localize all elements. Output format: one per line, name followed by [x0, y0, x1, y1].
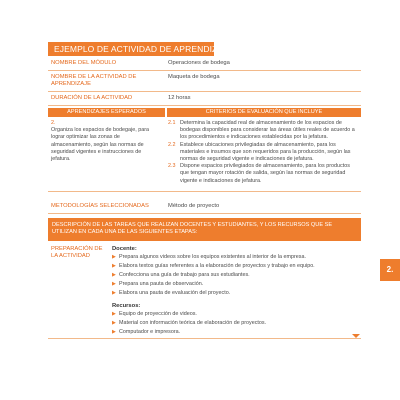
criteria-header-row	[48, 108, 361, 117]
list-item	[112, 262, 361, 271]
bullet-arrow-icon: ▶	[112, 311, 116, 318]
list-item	[112, 310, 361, 319]
list-item	[112, 271, 361, 280]
criterio-number: 2.1	[168, 120, 176, 126]
list-item-text: Computador e impresora.	[119, 329, 181, 336]
bullet-arrow-icon: ▶	[112, 253, 116, 260]
aprendizajes-header: APRENDIZAJES ESPERADOS	[48, 108, 165, 117]
methodology-value: Método de proyecto	[168, 202, 220, 209]
list-item-text: Confecciona una guía de trabajo para sus estudiantes.	[119, 272, 250, 279]
bullet-arrow-icon: ▶	[112, 320, 116, 327]
list-item-text: Prepara algunos videos sobre los equipos existentes al interior de la empresa.	[119, 253, 306, 260]
criterio-item	[168, 142, 358, 164]
bullet-arrow-icon: ▶	[112, 281, 116, 288]
aprendizaje-cell	[48, 117, 165, 188]
list-item-text: Material con información teórica de elaboración de proyectos.	[119, 320, 267, 327]
bullet-arrow-icon: ▶	[112, 290, 116, 297]
criterio-number: 2.2	[168, 141, 176, 148]
info-value: Maqueta de bodega	[168, 74, 220, 80]
list-item	[112, 328, 361, 337]
bullet-arrow-icon: ▶	[112, 272, 116, 279]
footer-divider	[48, 338, 361, 339]
preparation-label: PREPARACIÓN DE LA ACTIVIDAD	[51, 245, 103, 259]
criterio-item	[168, 163, 358, 185]
info-label: NOMBRE DE LA ACTIVIDAD DE APRENDIZAJE	[51, 74, 137, 87]
chapter-badge: 2.	[380, 259, 400, 281]
info-label: NOMBRE DEL MÓDULO	[51, 60, 117, 66]
methodology-label: METODOLOGÍAS SELECCIONADAS	[51, 202, 149, 209]
continue-arrow-icon	[352, 334, 360, 338]
criterio-text: Establece ubicaciones privilegiadas de almacenamiento, para los materiales e insumos que son requeridos para la producción, según las normas de seguridad vigente e indicaciones de jefatura.	[180, 141, 351, 163]
list-item-text: Elabora una pauta de evaluación del proyecto.	[119, 290, 231, 297]
info-value: 12 horas	[168, 95, 191, 101]
list-item	[112, 280, 361, 289]
aprendizaje-text: Organiza los espacios de bodegaje, para lograr optimizar las zonas de almacenamiento, según las normas de seguridad vigentes e instrucciones de jefatura.	[51, 127, 149, 163]
bullet-arrow-icon: ▶	[112, 329, 116, 336]
info-value: Operaciones de bodega	[168, 60, 230, 66]
criteria-row	[48, 117, 361, 192]
info-row-activity	[48, 71, 361, 92]
criterios-header: CRITERIOS DE EVALUACIÓN QUE INCLUYE	[167, 108, 361, 117]
info-row-duration	[48, 92, 361, 106]
activity-table	[48, 57, 361, 338]
list-item	[112, 253, 361, 262]
preparation-row	[48, 245, 361, 338]
list-item-text: Prepara una pauta de observación.	[119, 281, 204, 288]
criterio-number: 2.3	[168, 163, 176, 170]
methodology-row	[48, 200, 361, 214]
preparation-body	[110, 245, 361, 338]
list-item-text: Equipo de proyección de videos.	[119, 311, 197, 318]
aprendizaje-number: 2.	[51, 120, 56, 126]
list-item	[112, 319, 361, 328]
list-item	[112, 289, 361, 298]
criterios-cell	[165, 117, 361, 188]
bullet-arrow-icon: ▶	[112, 262, 116, 269]
criterio-item	[168, 120, 358, 142]
criterio-text: Dispone espacios privilegiados de almacenamiento, para los productos que tengan mayor rotación de salida, según las normas de seguridad vigente e indicaciones de jefatura.	[180, 163, 350, 184]
list-item-text: Elabora textos guías referentes a la elaboración de proyectos y trabajo en equipo.	[119, 262, 315, 269]
description-banner: DESCRIPCIÓN DE LAS TAREAS QUE REALIZAN DOCENTES Y ESTUDIANTES, Y LOS RECURSOS QUE SE UTILIZAN EN CADA UNA DE LAS SIGUIENTES ETAPAS:	[48, 218, 361, 241]
recursos-title: Recursos:	[112, 303, 141, 310]
docente-title: Docente:	[112, 245, 137, 252]
info-row-module	[48, 57, 361, 71]
section-title: EJEMPLO DE ACTIVIDAD DE APRENDIZAJE	[48, 42, 214, 56]
criterio-text: Determina la capacidad real de almacenamiento de los espacios de bodegas disponibles para considerar las áreas útiles reales de acuerdo a los procedimientos e indicaciones establecidas por la jefatura.	[180, 120, 355, 141]
info-label: DURACIÓN DE LA ACTIVIDAD	[51, 95, 133, 101]
